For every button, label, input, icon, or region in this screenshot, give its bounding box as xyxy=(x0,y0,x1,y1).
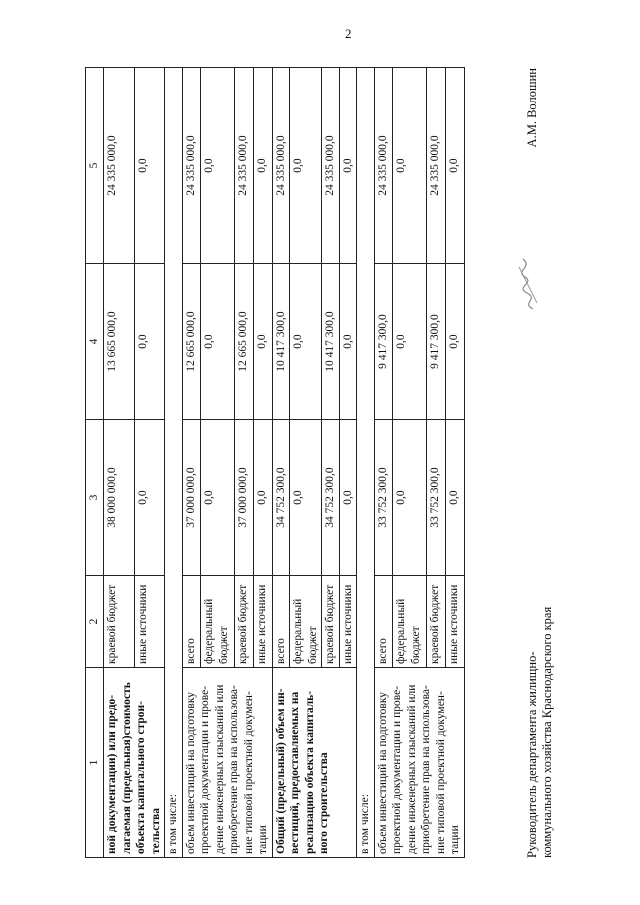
indicator-cell: объем инвестиций на подготовку проектной документации и прове- дение инженерных изысканий или приобретение прав на использова- ние типовой проектной докумен- тации xyxy=(182,668,272,858)
funding-source-cell: краевой бюджет xyxy=(427,576,446,668)
table-row xyxy=(272,68,290,858)
total-amount-cell: 33 752 300,0 xyxy=(427,420,446,576)
next-period-amount-cell: 24 335 000,0 xyxy=(322,68,340,264)
next-period-amount-cell: 0,0 xyxy=(339,68,357,264)
prior-period-amount-cell: 9 417 300,0 xyxy=(427,264,446,420)
next-period-amount-cell: 0,0 xyxy=(445,68,464,264)
prior-period-amount-cell: 12 665 000,0 xyxy=(235,264,254,420)
total-amount-cell: 0,0 xyxy=(290,420,322,576)
table-row xyxy=(165,68,183,858)
next-period-amount-cell: 24 335 000,0 xyxy=(182,68,201,264)
funding-source-cell: федеральный бюджет xyxy=(201,576,235,668)
prior-period-amount-cell: 0,0 xyxy=(339,264,357,420)
table-body xyxy=(86,68,465,858)
total-amount-cell: 0,0 xyxy=(134,420,165,576)
column-number-4: 4 xyxy=(86,264,104,420)
next-period-amount-cell: 0,0 xyxy=(134,68,165,264)
total-amount-cell: 38 000 000,0 xyxy=(104,420,135,576)
next-period-amount-cell: 0,0 xyxy=(253,68,272,264)
next-period-amount-cell: 24 335 000,0 xyxy=(272,68,290,264)
total-amount-cell: 34 752 300,0 xyxy=(322,420,340,576)
position-line-1: Руководитель департамента жилищно- xyxy=(525,651,539,858)
prior-period-amount-cell: 9 417 300,0 xyxy=(374,264,393,420)
next-period-amount-cell: 0,0 xyxy=(290,68,322,264)
handwritten-signature xyxy=(513,253,543,313)
total-amount-cell: 33 752 300,0 xyxy=(374,420,393,576)
prior-period-amount-cell: 10 417 300,0 xyxy=(322,264,340,420)
total-amount-cell: 0,0 xyxy=(253,420,272,576)
signature-block xyxy=(525,68,555,858)
funding-source-cell: иные источники xyxy=(339,576,357,668)
total-amount-cell: 0,0 xyxy=(393,420,427,576)
table-row xyxy=(357,68,375,858)
funding-source-cell: иные источники xyxy=(134,576,165,668)
next-period-amount-cell: 0,0 xyxy=(393,68,427,264)
header-row xyxy=(86,68,104,858)
prior-period-amount-cell: 13 665 000,0 xyxy=(104,264,135,420)
indicator-cell: ной документации) или предо- лагаемая (предельная)стоимость объекта капитального строи- тельства xyxy=(104,668,165,858)
funding-source-cell: федеральный бюджет xyxy=(393,576,427,668)
prior-period-amount-cell: 0,0 xyxy=(134,264,165,420)
total-amount-cell: 0,0 xyxy=(339,420,357,576)
next-period-amount-cell: 24 335 000,0 xyxy=(104,68,135,264)
signatory-name: А.М. Волошин xyxy=(525,68,539,148)
next-period-amount-cell: 24 335 000,0 xyxy=(374,68,393,264)
column-number-5: 5 xyxy=(86,68,104,264)
prior-period-amount-cell: 0,0 xyxy=(290,264,322,420)
next-period-amount-cell: 24 335 000,0 xyxy=(427,68,446,264)
table-row xyxy=(374,68,393,858)
total-amount-cell: 34 752 300,0 xyxy=(272,420,290,576)
prior-period-amount-cell: 0,0 xyxy=(253,264,272,420)
indicator-cell: Общий (предельный) объем ин- вестиций, предоставляемых на реализацию объекта капиталь- ного строительства xyxy=(272,668,357,858)
subheading-cell: в том числе: xyxy=(357,68,375,858)
next-period-amount-cell: 0,0 xyxy=(201,68,235,264)
funding-source-cell: краевой бюджет xyxy=(235,576,254,668)
column-number-2: 2 xyxy=(86,576,104,668)
page-number: 2 xyxy=(345,26,352,41)
subheading-cell: в том числе: xyxy=(165,68,183,858)
funding-source-cell: краевой бюджет xyxy=(322,576,340,668)
funding-source-cell: федеральный бюджет xyxy=(290,576,322,668)
prior-period-amount-cell: 0,0 xyxy=(445,264,464,420)
table-row xyxy=(182,68,201,858)
next-period-amount-cell: 24 335 000,0 xyxy=(235,68,254,264)
prior-period-amount-cell: 0,0 xyxy=(393,264,427,420)
prior-period-amount-cell: 12 665 000,0 xyxy=(182,264,201,420)
investment-table xyxy=(85,67,465,858)
total-amount-cell: 0,0 xyxy=(445,420,464,576)
prior-period-amount-cell: 10 417 300,0 xyxy=(272,264,290,420)
funding-source-cell: всего xyxy=(182,576,201,668)
funding-source-cell: всего xyxy=(272,576,290,668)
position-line-2: коммунального хозяйства Краснодарского края xyxy=(540,606,554,858)
funding-source-cell: краевой бюджет xyxy=(104,576,135,668)
table-row xyxy=(104,68,135,858)
total-amount-cell: 0,0 xyxy=(201,420,235,576)
column-number-1: 1 xyxy=(86,668,104,858)
prior-period-amount-cell: 0,0 xyxy=(201,264,235,420)
funding-source-cell: иные источники xyxy=(253,576,272,668)
rotated-page-content xyxy=(85,68,555,858)
signatory-position xyxy=(525,607,555,858)
funding-source-cell: всего xyxy=(374,576,393,668)
total-amount-cell: 37 000 000,0 xyxy=(182,420,201,576)
column-number-3: 3 xyxy=(86,420,104,576)
indicator-cell: объем инвестиций на подготовку проектной документации и прове- дение инженерных изысканий или приобретение прав на использова- ние типовой проектной докумен- тации xyxy=(374,668,464,858)
funding-source-cell: иные источники xyxy=(445,576,464,668)
total-amount-cell: 37 000 000,0 xyxy=(235,420,254,576)
